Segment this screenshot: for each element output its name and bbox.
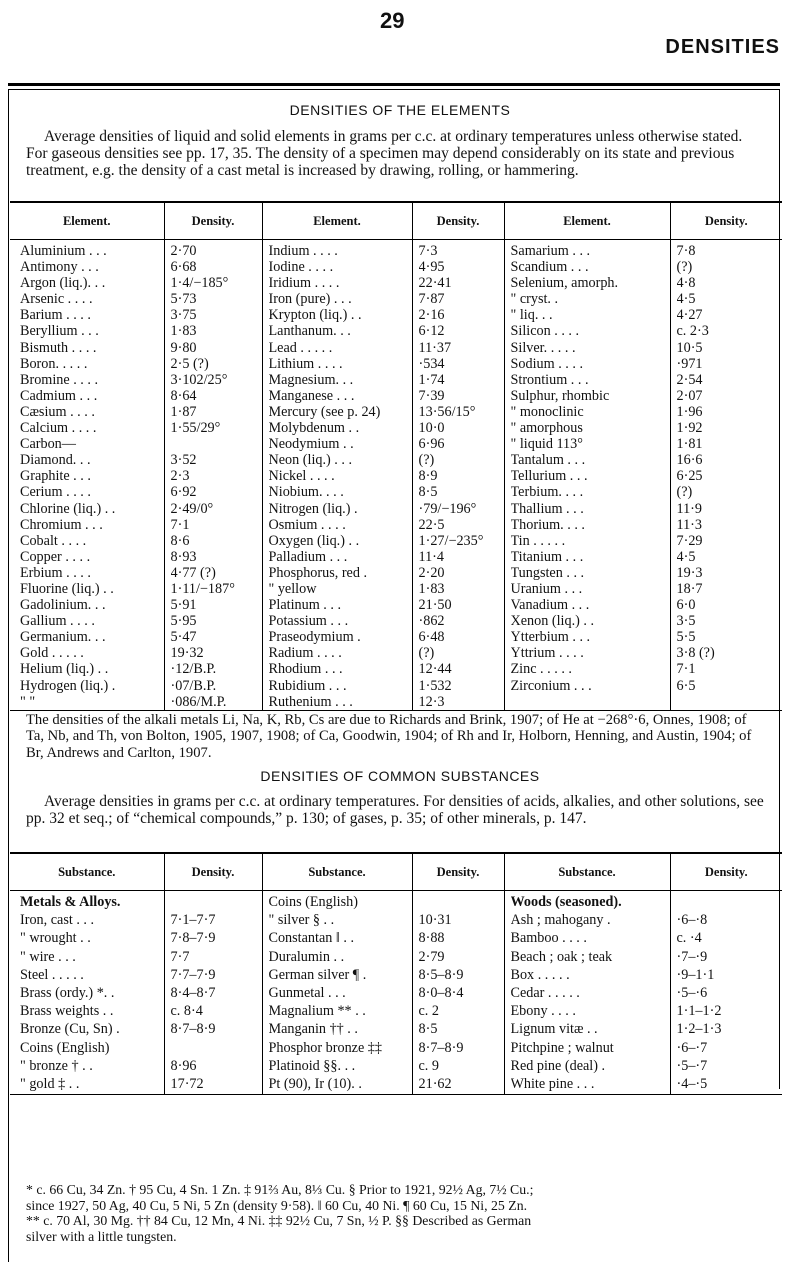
table-cell: Manganese . . . xyxy=(268,387,355,404)
table-cell: Chlorine (liq.) . . xyxy=(20,500,116,517)
table-cell: Brass weights . . xyxy=(20,1003,114,1020)
table-cell: 6·92 xyxy=(170,484,197,501)
table-cell: Xenon (liq.) . . xyxy=(510,613,595,630)
table-cell: 2·49/0° xyxy=(170,500,214,517)
table-cell: c. 2 xyxy=(418,1003,439,1020)
table-cell xyxy=(677,894,779,912)
table-cell: (?) xyxy=(418,645,435,662)
table-cell: Potassium . . . xyxy=(268,613,349,630)
table-cell: 2·20 xyxy=(418,564,445,581)
table-cell: Magnalium ** . . xyxy=(268,1003,366,1020)
table-cell: 8·6 xyxy=(170,532,190,549)
table-cell: ·79/−196° xyxy=(418,500,477,517)
table-cell: Woods (seasoned). xyxy=(510,894,622,910)
table-cell: 11·3 xyxy=(676,516,702,533)
table-cell: 1·2–1·3 xyxy=(676,1021,722,1038)
table-cell: 11·4 xyxy=(418,548,444,565)
table-cell: 6·12 xyxy=(418,323,445,340)
table-cell: Cerium . . . . xyxy=(20,484,91,501)
table-cell: Phosphorus, red . xyxy=(268,564,368,581)
table-cell: Antimony . . . xyxy=(20,259,99,276)
table-cell: 7·29 xyxy=(676,532,703,549)
table-cell: Niobium. . . . xyxy=(268,484,344,501)
table-cell: 7·7–7·9 xyxy=(170,966,216,983)
table-cell: Duralumin . . xyxy=(268,948,345,965)
elements-col1-names xyxy=(10,240,164,711)
table-cell: Helium (liq.) . . xyxy=(20,661,109,678)
table-cell: 2·79 xyxy=(418,948,445,965)
substances-footnote-line: since 1927, 50 Ag, 40 Cu, 5 Ni, 5 Zn (density 9·58). ‖ 60 Cu, 40 Ni. ¶ 60 Cu, 15 Ni, 25 Zn. xyxy=(26,1197,528,1213)
table-cell: 8·96 xyxy=(170,1057,197,1074)
page-number: 29 xyxy=(380,8,405,33)
table-cell: 2·5 (?) xyxy=(170,355,209,372)
table-cell: " bronze † . . xyxy=(20,1057,93,1074)
table-cell: 8·64 xyxy=(170,387,197,404)
table-cell: Osmium . . . . xyxy=(268,516,346,533)
table-cell: Bronze (Cu, Sn) . xyxy=(20,1021,120,1038)
table-cell: 8·0–8·4 xyxy=(418,984,464,1001)
substances-footnote-line: * c. 66 Cu, 34 Zn. † 95 Cu, 4 Sn. 1 Zn. ‡ 91⅔ Au, 8⅓ Cu. § Prior to 1921, 92½ Ag, 7½ Cu.; xyxy=(26,1182,534,1197)
table-cell: 3·75 xyxy=(170,307,197,324)
table-cell: Pitchpine ; walnut xyxy=(510,1039,614,1056)
table-cell: Iron (pure) . . . xyxy=(268,291,352,308)
table-cell: ·086/M.P. xyxy=(170,693,227,710)
table-cell: Gallium . . . . xyxy=(20,613,95,630)
table-cell: Cadmium . . . xyxy=(20,387,98,404)
table-cell: Tungsten . . . xyxy=(510,564,585,581)
table-cell: Neodymium . . xyxy=(268,436,354,453)
table-cell: Red pine (deal) . xyxy=(510,1057,606,1074)
table-cell: Radium . . . . xyxy=(268,645,342,662)
table-cell: " yellow xyxy=(268,580,317,597)
table-cell: Iron, cast . . . xyxy=(20,912,95,929)
table-cell: Diamond. . . xyxy=(20,452,91,469)
table-cell: " wire . . . xyxy=(20,948,76,965)
table-cell: Platinum . . . xyxy=(268,597,342,614)
table-cell: 1·83 xyxy=(170,323,197,340)
table-cell: Arsenic . . . . xyxy=(20,291,93,308)
elements-section-title: DENSITIES OF THE ELEMENTS xyxy=(289,102,511,118)
table-cell: 7·87 xyxy=(418,291,445,308)
table-cell: 6·0 xyxy=(676,597,696,614)
table-cell xyxy=(171,1040,258,1058)
table-cell: Cedar . . . . . xyxy=(510,984,580,1001)
table-cell: ·6–·7 xyxy=(676,1039,708,1056)
elements-density-table xyxy=(10,201,782,711)
table-cell: 18·7 xyxy=(676,580,703,597)
substances-col1-names xyxy=(10,891,164,1095)
table-cell: Coins (English) xyxy=(268,894,358,910)
table-cell: " liquid 113° xyxy=(510,436,583,453)
table-cell: Brass (ordy.) *. . xyxy=(20,984,115,1001)
table-cell: 3·102/25° xyxy=(170,371,228,388)
running-head: DENSITIES xyxy=(665,36,780,58)
table-cell: Calcium . . . . xyxy=(20,420,97,437)
table-cell: 4·5 xyxy=(676,291,696,308)
table-cell: Barium . . . . xyxy=(20,307,91,324)
table-cell: (?) xyxy=(676,259,693,276)
table-cell: Erbium . . . . xyxy=(20,564,91,581)
table-cell: 2·70 xyxy=(170,243,197,259)
table-cell: " wrought . . xyxy=(20,930,91,947)
table-cell: 1·81 xyxy=(676,436,703,453)
table-cell: 3·8 (?) xyxy=(676,645,715,662)
table-cell: ·6–·8 xyxy=(676,912,708,929)
table-cell: Rhodium . . . xyxy=(268,661,343,678)
table-cell: Rubidium . . . xyxy=(268,677,347,694)
header-sdensity-2: Density. xyxy=(412,853,504,891)
table-cell: 9·80 xyxy=(170,339,197,356)
table-cell: 4·95 xyxy=(418,259,445,276)
table-cell: 3·52 xyxy=(170,452,197,469)
table-cell: " " xyxy=(20,693,36,710)
table-cell: Titanium . . . xyxy=(510,548,584,565)
table-cell: Cæsium . . . . xyxy=(20,403,95,420)
table-cell: " silver § . . xyxy=(268,912,335,929)
table-cell: 7·39 xyxy=(418,387,445,404)
table-cell: Sulphur, rhombic xyxy=(510,387,610,404)
table-cell: Boron. . . . . xyxy=(20,355,88,372)
table-cell: 4·27 xyxy=(676,307,703,324)
table-cell: (?) xyxy=(418,452,435,469)
table-cell: 8·5 xyxy=(418,484,438,501)
table-cell: Nitrogen (liq.) . xyxy=(268,500,358,517)
table-cell: 2·07 xyxy=(676,387,703,404)
table-cell: 22·41 xyxy=(418,275,452,292)
table-cell: c. 2·3 xyxy=(676,323,709,340)
table-cell: Selenium, amorph. xyxy=(510,275,619,292)
table-cell: ·971 xyxy=(676,355,703,372)
table-cell: Coins (English) xyxy=(20,1039,110,1056)
table-cell: Oxygen (liq.) . . xyxy=(268,532,360,549)
table-cell: Pt (90), Ir (10). . xyxy=(268,1075,362,1092)
table-cell: Argon (liq.). . . xyxy=(20,275,106,292)
header-substance-2: Substance. xyxy=(262,853,412,891)
table-cell: Ruthenium . . . xyxy=(268,693,353,710)
table-cell: Box . . . . . xyxy=(510,966,570,983)
table-cell: Bamboo . . . . xyxy=(510,930,587,947)
header-substance-3: Substance. xyxy=(504,853,670,891)
substances-density-table xyxy=(10,852,782,1095)
table-cell xyxy=(171,436,258,452)
table-cell: 13·56/15° xyxy=(418,403,476,420)
table-cell: Zirconium . . . xyxy=(510,677,592,694)
table-cell: " gold ‡ . . xyxy=(20,1075,80,1092)
table-cell: Thorium. . . . xyxy=(510,516,585,533)
table-cell: ·5–·7 xyxy=(676,1057,708,1074)
table-cell: Tellurium . . . xyxy=(510,468,588,485)
table-cell: Sodium . . . . xyxy=(510,355,584,372)
table-cell: Terbium. . . . xyxy=(510,484,584,501)
table-cell: Germanium. . . xyxy=(20,629,106,646)
table-cell: 1·1–1·2 xyxy=(676,1003,722,1020)
table-cell: 2·3 xyxy=(170,468,190,485)
table-cell: ·9–1·1 xyxy=(676,966,715,983)
table-cell: Iridium . . . . xyxy=(268,275,340,292)
table-cell: 5·73 xyxy=(170,291,197,308)
table-cell: 8·4–8·7 xyxy=(170,984,216,1001)
table-cell: Palladium . . . xyxy=(268,548,348,565)
table-cell: 1·87 xyxy=(170,403,197,420)
table-cell: 11·37 xyxy=(418,339,452,356)
table-cell: Strontium . . . xyxy=(510,371,589,388)
table-cell: Neon (liq.) . . . xyxy=(268,452,353,469)
table-cell: " liq. . . xyxy=(510,307,553,324)
table-cell: 7·8 xyxy=(676,243,696,259)
table-cell: White pine . . . xyxy=(510,1075,595,1092)
table-cell: Chromium . . . xyxy=(20,516,103,533)
table-cell: 1·11/−187° xyxy=(170,580,235,597)
table-cell: ·7–·9 xyxy=(676,948,708,965)
table-cell: 7·1 xyxy=(170,516,190,533)
table-cell: 10·5 xyxy=(676,339,703,356)
left-frame-rule xyxy=(8,89,9,1262)
table-cell: c. 9 xyxy=(418,1057,439,1074)
table-cell: Fluorine (liq.) . . xyxy=(20,580,114,597)
table-cell: Yttrium . . . . xyxy=(510,645,584,662)
table-cell: 19·3 xyxy=(676,564,703,581)
elements-col2-names xyxy=(262,240,412,711)
table-cell: Nickel . . . . xyxy=(268,468,335,485)
table-cell: 17·72 xyxy=(170,1075,204,1092)
table-cell: Indium . . . . xyxy=(268,243,338,259)
table-cell: Beryllium . . . xyxy=(20,323,99,340)
table-cell: Zinc . . . . . xyxy=(510,661,572,678)
table-cell: Copper . . . . xyxy=(20,548,91,565)
table-cell: 2·16 xyxy=(418,307,445,324)
table-cell: 1·74 xyxy=(418,371,445,388)
header-element-1: Element. xyxy=(10,202,164,240)
table-cell: 7·8–7·9 xyxy=(170,930,216,947)
substances-col2-densities xyxy=(412,891,504,1095)
table-cell: 4·8 xyxy=(676,275,696,292)
table-cell: Vanadium . . . xyxy=(510,597,590,614)
table-cell: 8·88 xyxy=(418,930,445,947)
table-cell: Beach ; oak ; teak xyxy=(510,948,613,965)
table-cell: Silicon . . . . xyxy=(510,323,580,340)
table-cell: ·862 xyxy=(418,613,445,630)
table-cell: Mercury (see p. 24) xyxy=(268,403,381,420)
table-cell: Manganin †† . . xyxy=(268,1021,358,1038)
table-cell: 12·3 xyxy=(418,693,445,710)
table-cell: 7·3 xyxy=(418,243,438,259)
table-cell: ·5–·6 xyxy=(676,984,708,1001)
table-cell: 1·92 xyxy=(676,420,703,437)
table-cell: 6·68 xyxy=(170,259,197,276)
table-cell: Ash ; mahogany . xyxy=(510,912,611,929)
table-cell: Metals & Alloys. xyxy=(20,894,121,910)
table-cell: Lead . . . . . xyxy=(268,339,333,356)
table-cell: Aluminium . . . xyxy=(20,243,107,259)
table-cell: ·534 xyxy=(418,355,445,372)
table-cell: c. ·4 xyxy=(676,930,702,947)
substances-footnote-line: silver with a little tungsten. xyxy=(26,1228,177,1244)
top-rule-thin xyxy=(8,89,780,90)
table-cell: Praseodymium . xyxy=(268,629,361,646)
table-cell: Phosphor bronze ‡‡ xyxy=(268,1039,382,1056)
table-cell: " cryst. . xyxy=(510,291,559,308)
table-cell: German silver ¶ . xyxy=(268,966,367,983)
table-cell: Gold . . . . . xyxy=(20,645,84,662)
table-cell: Molybdenum . . xyxy=(268,420,360,437)
header-sdensity-1: Density. xyxy=(164,853,262,891)
table-cell: 16·6 xyxy=(676,452,703,469)
table-cell: 6·48 xyxy=(418,629,445,646)
header-sdensity-3: Density. xyxy=(670,853,782,891)
substances-footnotes xyxy=(26,1182,760,1244)
substances-footnote-line: ** c. 70 Al, 30 Mg. †† 84 Cu, 12 Mn, 4 Ni. ‡‡ 92½ Cu, 7 Sn, ½ P. §§ Described as German xyxy=(26,1213,532,1229)
table-cell xyxy=(419,894,500,912)
table-cell: Magnesium. . . xyxy=(268,371,354,388)
table-cell: Hydrogen (liq.) . xyxy=(20,677,116,694)
table-cell: c. 8·4 xyxy=(170,1003,203,1020)
table-cell: Lanthanum. . . xyxy=(268,323,351,340)
table-cell: 8·7–8·9 xyxy=(418,1039,464,1056)
table-cell: ·12/B.P. xyxy=(170,661,217,678)
table-cell: (?) xyxy=(676,484,693,501)
table-cell: 21·62 xyxy=(418,1075,452,1092)
header-element-3: Element. xyxy=(504,202,670,240)
table-cell: 7·7 xyxy=(170,948,190,965)
elements-col3-names xyxy=(504,240,670,711)
table-cell: 8·5–8·9 xyxy=(418,966,464,983)
table-cell: Krypton (liq.) . . xyxy=(268,307,362,324)
table-cell: Constantan ‖ . . xyxy=(268,930,355,947)
table-cell: 10·31 xyxy=(418,912,452,929)
table-cell: Cobalt . . . . xyxy=(20,532,87,549)
header-density-3: Density. xyxy=(670,202,782,240)
table-cell: 1·532 xyxy=(418,677,452,694)
substances-intro-paragraph: Average densities in grams per c.c. at ordinary temperatures. For densities of acids, alkalies, and other solutions, see pp. 32 et seq.; of “chemical compounds,” p. 130; of gases, p. 35; of other minerals, p. 147. xyxy=(26,793,764,827)
table-cell: 1·96 xyxy=(676,403,703,420)
table-cell: Iodine . . . . xyxy=(268,259,334,276)
table-cell: 12·44 xyxy=(418,661,452,678)
substances-col3-names xyxy=(504,891,670,1095)
table-cell: Tin . . . . . xyxy=(510,532,566,549)
elements-footnote: The densities of the alkali metals Li, Na, K, Rb, Cs are due to Richards and Brink, 1907; of He at −268°·6, Onnes, 1908; of Ta, Nb, and Th, von Bolton, 1905, 1907, 1908; of Ca, Goodwin, 1904; of Rh and Ir, Holborn, Henning, and Austin, 1904; of Br, Andrews and Carlton, 1907. xyxy=(26,712,752,761)
table-cell: 4·77 (?) xyxy=(170,564,216,581)
substances-section-title: DENSITIES OF COMMON SUBSTANCES xyxy=(260,768,540,784)
table-cell: 8·5 xyxy=(418,1021,438,1038)
table-cell: Lignum vitæ . . xyxy=(510,1021,598,1038)
table-cell: Graphite . . . xyxy=(20,468,91,485)
table-cell: Steel . . . . . xyxy=(20,966,84,983)
table-cell: ·4–·5 xyxy=(676,1075,708,1092)
table-cell: Thallium . . . xyxy=(510,500,584,517)
table-cell: 19·32 xyxy=(170,645,204,662)
header-density-1: Density. xyxy=(164,202,262,240)
table-cell: 22·5 xyxy=(418,516,445,533)
table-cell: 6·25 xyxy=(676,468,703,485)
table-cell: Carbon— xyxy=(20,436,76,453)
table-cell: 10·0 xyxy=(418,420,445,437)
table-cell: Gadolinium. . . xyxy=(20,597,106,614)
table-cell: 8·9 xyxy=(418,468,438,485)
table-cell: 7·1 xyxy=(676,661,696,678)
table-cell: Silver. . . . . xyxy=(510,339,576,356)
table-cell: Uranium . . . xyxy=(510,580,583,597)
table-cell: 8·93 xyxy=(170,548,197,565)
elements-col3-densities xyxy=(670,240,782,711)
table-cell: 21·50 xyxy=(418,597,452,614)
table-cell: Scandium . . . xyxy=(510,259,589,276)
table-cell: 7·1–7·7 xyxy=(170,912,216,929)
table-cell: 5·47 xyxy=(170,629,197,646)
table-cell: Ytterbium . . . xyxy=(510,629,591,646)
table-cell: " amorphous xyxy=(510,420,583,437)
table-cell: 8·7–8·9 xyxy=(170,1021,216,1038)
elements-intro-paragraph: Average densities of liquid and solid elements in grams per c.c. at ordinary temperatures unless otherwise stated. For gaseous densities see pp. 17, 35. The density of a specimen may depend considerably on its state and previous treatment, e.g. the density of a cast metal is increased by drawing, rolling, or hammering. xyxy=(26,128,743,179)
table-cell: Ebony . . . . xyxy=(510,1003,576,1020)
substances-col2-names xyxy=(262,891,412,1095)
table-cell: Bromine . . . . xyxy=(20,371,99,388)
table-cell: 1·27/−235° xyxy=(418,532,484,549)
table-cell: " monoclinic xyxy=(510,403,584,420)
substances-col1-densities xyxy=(164,891,262,1095)
table-cell: ·07/B.P. xyxy=(170,677,217,694)
table-cell: 3·5 xyxy=(676,613,696,630)
table-cell: Bismuth . . . . xyxy=(20,339,97,356)
header-substance-1: Substance. xyxy=(10,853,164,891)
table-cell: Samarium . . . xyxy=(510,243,591,259)
table-cell: 6·96 xyxy=(418,436,445,453)
table-cell: Platinoid §§. . . xyxy=(268,1057,356,1074)
table-cell: 1·4/−185° xyxy=(170,275,229,292)
table-cell: 5·5 xyxy=(676,629,696,646)
header-density-2: Density. xyxy=(412,202,504,240)
table-cell: 4·5 xyxy=(676,548,696,565)
table-cell: 2·54 xyxy=(676,371,703,388)
table-cell: 1·83 xyxy=(418,580,445,597)
table-cell: 1·55/29° xyxy=(170,420,221,437)
header-element-2: Element. xyxy=(262,202,412,240)
table-cell: 6·5 xyxy=(676,677,696,694)
table-cell: Lithium . . . . xyxy=(268,355,343,372)
substances-col3-densities xyxy=(670,891,782,1095)
table-cell: 11·9 xyxy=(676,500,702,517)
table-cell: Gunmetal . . . xyxy=(268,984,346,1001)
top-rule xyxy=(8,83,780,86)
table-cell: 5·91 xyxy=(170,597,197,614)
elements-col1-densities xyxy=(164,240,262,711)
table-cell: Tantalum . . . xyxy=(510,452,586,469)
table-cell xyxy=(171,894,258,912)
table-cell: 5·95 xyxy=(170,613,197,630)
elements-col2-densities xyxy=(412,240,504,711)
